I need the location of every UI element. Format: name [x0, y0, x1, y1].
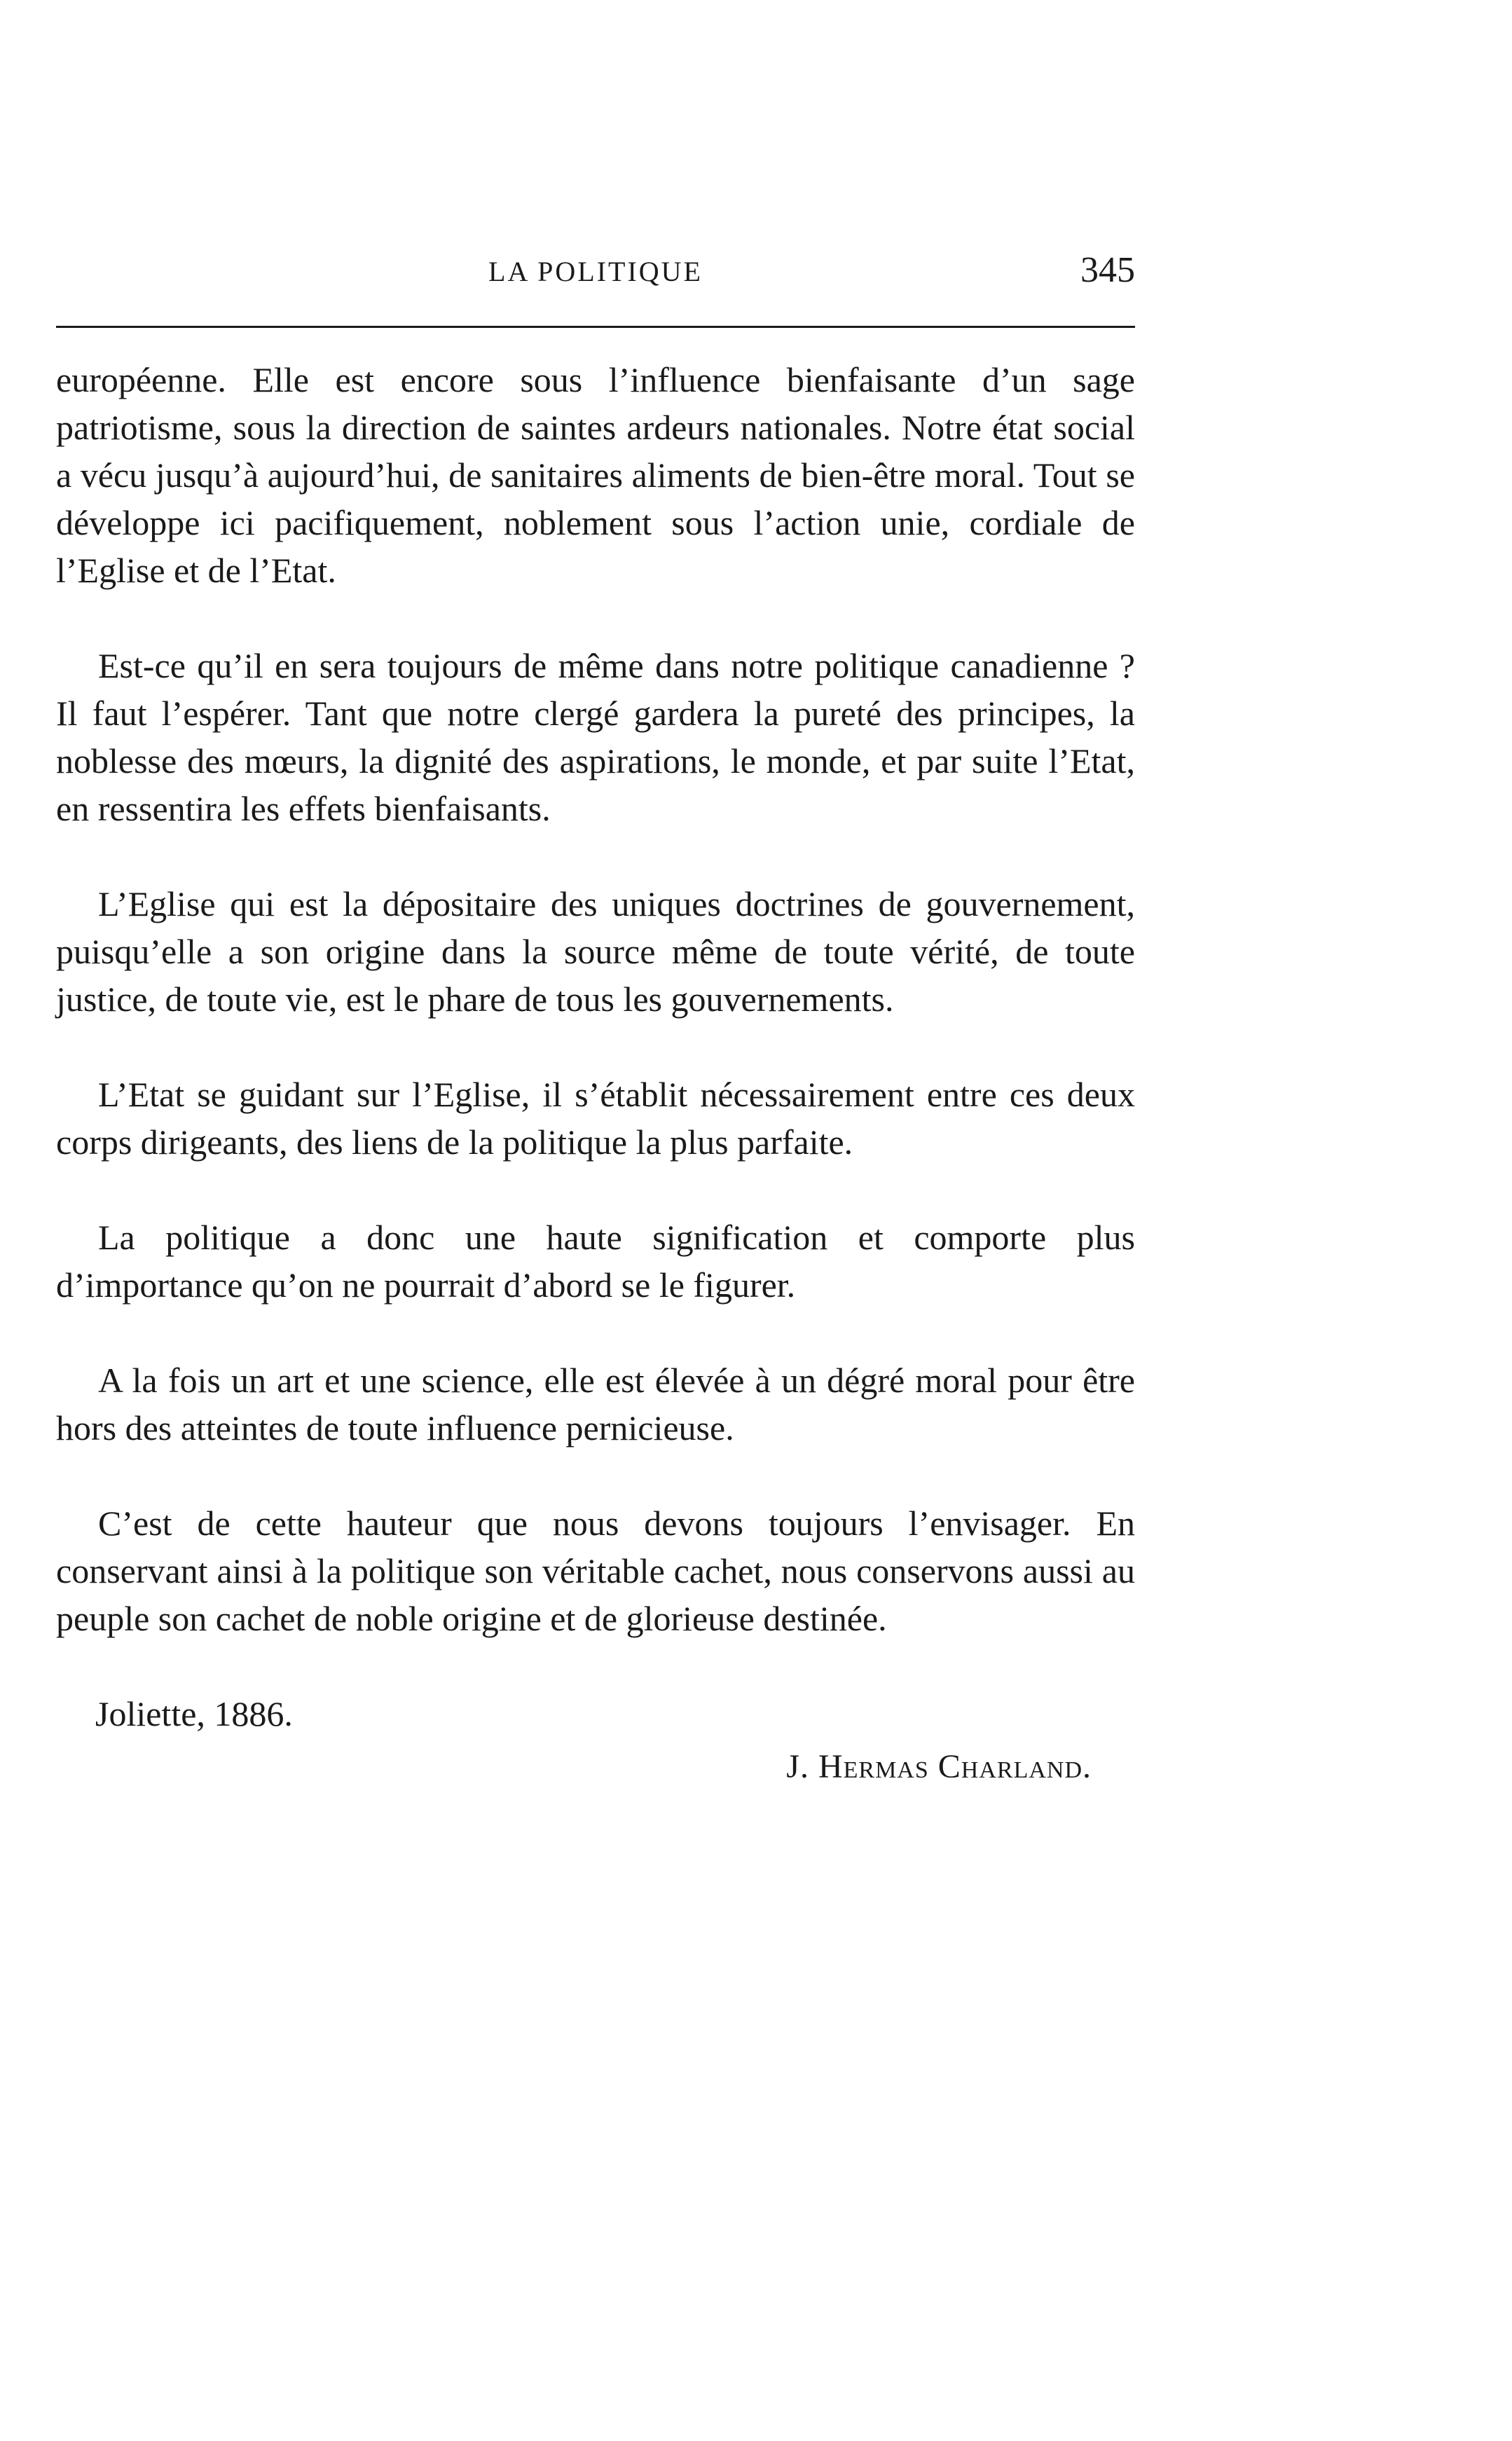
paragraph-3: L’Eglise qui est la dépositaire des uniques doctrines de gouvernement, puisqu’elle a son origine dans la source même de toute vérité, de toute justice, de toute vie, est le phare de tous les gouvernements. [56, 884, 1135, 1019]
paragraph-7: C’est de cette hauteur que nous devons toujours l’envisager. En conservant ainsi à la politique son véritable cachet, nous conservons aussi au peuple son cachet de noble origine et de glorieuse destinée. [56, 1504, 1135, 1638]
place-date: Joliette, 1886. [95, 1694, 293, 1733]
header-rule [56, 326, 1135, 328]
paragraph-5: La politique a donc une haute signification et comporte plus d’importance qu’on ne pourrait d’abord se le figurer. [56, 1218, 1135, 1305]
author-signature: J. Hermas Charland. [786, 1748, 1092, 1785]
paragraph-6: A la fois un art et une science, elle est élevée à un dégré moral pour être hors des atteintes de toute influence pernicieuse. [56, 1361, 1135, 1448]
body-text [56, 356, 1135, 1791]
paragraph-1: européenne. Elle est encore sous l’influence bienfaisante d’un sage patriotisme, sous la direction de saintes ardeurs nationales. Notre état social a vécu jusqu’à aujourd’hui, de sanitaires aliments de bien-être moral. Tout se développe ici pacifiquement, noblement sous l’action unie, cordiale de l’Eglise et de l’Etat. [56, 360, 1135, 590]
paragraph-4: L’Etat se guidant sur l’Eglise, il s’établit nécessairement entre ces deux corps dirigeants, des liens de la politique la plus parfaite. [56, 1075, 1135, 1162]
book-page [56, 0, 1135, 2441]
page-number: 345 [1080, 250, 1135, 290]
running-title: LA POLITIQUE [488, 256, 703, 287]
paragraph-2: Est-ce qu’il en sera toujours de même dans notre politique canadienne ? Il faut l’espérer. Tant que notre clergé gardera la pureté des principes, la noblesse des mœurs, la dignité des aspirations, le monde, et par suite l’Etat, en ressentira les effets bienfaisants. [56, 646, 1135, 828]
running-head [56, 249, 1135, 291]
